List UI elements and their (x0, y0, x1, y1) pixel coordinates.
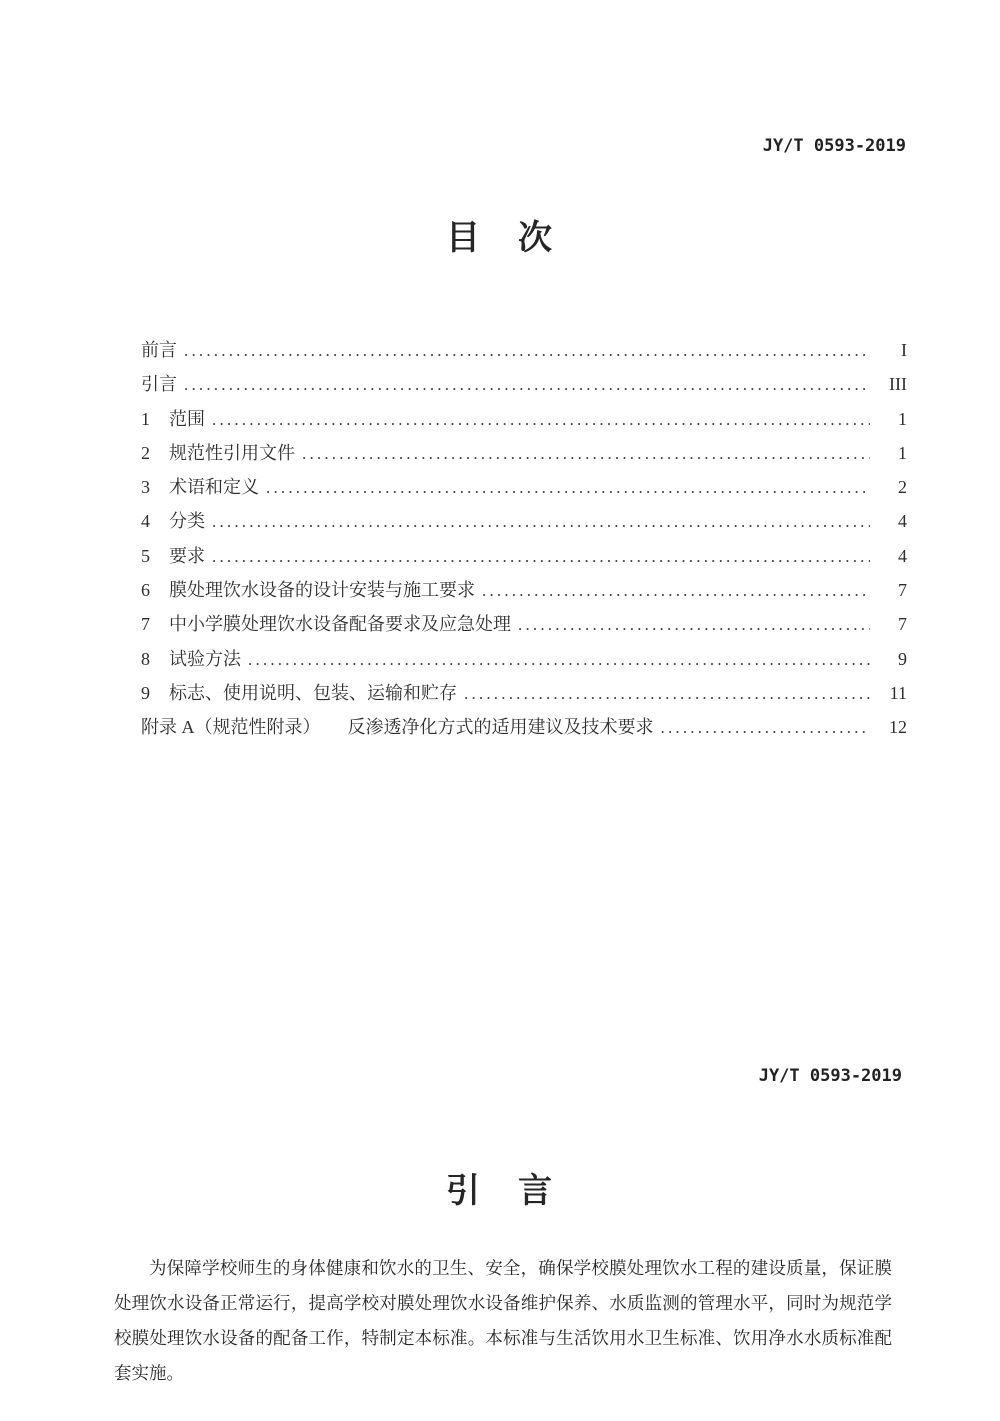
toc-entry-page: 11 (889, 682, 907, 703)
toc-dot-leader (464, 676, 870, 711)
table-of-contents (141, 333, 907, 745)
toc-entry-label: 附录 A（规范性附录） 反渗透净化方式的适用建议及技术要求 (141, 717, 654, 738)
toc-entry-page: 2 (898, 477, 907, 498)
toc-entry-label: 膜处理饮水设备的设计安装与施工要求 (169, 580, 475, 601)
toc-dot-leader (184, 367, 870, 402)
toc-entry (141, 402, 907, 436)
toc-entry (141, 436, 907, 470)
toc-entry-page: I (901, 340, 907, 360)
toc-entry-label: 标志、使用说明、包装、运输和贮存 (169, 682, 457, 703)
toc-dot-leader (212, 402, 870, 437)
toc-entry-label: 分类 (169, 511, 205, 532)
toc-entry-page: 7 (898, 614, 907, 635)
toc-entry-number: 5 (141, 545, 150, 566)
toc-entry-number: 7 (141, 614, 150, 635)
toc-entry-number: 3 (141, 477, 150, 498)
toc-dot-leader (212, 504, 870, 539)
toc-dot-leader (248, 642, 870, 677)
toc-entry-label: 前言 (141, 340, 177, 360)
introduction-title: 引 言 (446, 1172, 554, 1210)
toc-dot-leader (212, 539, 870, 574)
toc-entry-label: 中小学膜处理饮水设备配备要求及应急处理 (169, 614, 511, 635)
toc-entry-number: 4 (141, 511, 150, 532)
toc-entry (141, 504, 907, 538)
toc-entry-number: 1 (141, 408, 150, 429)
toc-dot-leader (661, 710, 871, 745)
toc-entry-number: 6 (141, 580, 150, 601)
toc-entry (141, 333, 907, 367)
toc-entry-number: 8 (141, 648, 150, 669)
toc-dot-leader (266, 470, 870, 505)
toc-entry-page: 9 (898, 648, 907, 669)
toc-entry (141, 470, 907, 504)
toc-dot-leader (482, 573, 870, 608)
toc-entry (141, 367, 907, 401)
toc-entry-page: 1 (898, 408, 907, 429)
toc-entry-page: 7 (898, 580, 907, 601)
toc-entry (141, 642, 907, 676)
toc-entry (141, 676, 907, 710)
toc-dot-leader (518, 607, 870, 642)
toc-dot-leader (184, 333, 870, 368)
toc-entry-appendix (141, 710, 907, 744)
toc-dot-leader (302, 436, 870, 471)
toc-entry-page: III (889, 374, 907, 395)
toc-title: 目 次 (446, 219, 554, 257)
toc-entry-page: 12 (889, 717, 907, 738)
toc-entry-label: 范围 (169, 408, 205, 429)
toc-entry-number: 2 (141, 442, 150, 463)
toc-entry (141, 539, 907, 573)
standard-code-header-page1: JY/T 0593-2019 (762, 136, 906, 156)
toc-entry-page: 1 (898, 442, 907, 463)
standard-code-header-page2: JY/T 0593-2019 (758, 1066, 902, 1086)
toc-entry-number: 9 (141, 682, 150, 703)
introduction-paragraph: 为保障学校师生的身体健康和饮水的卫生、安全，确保学校膜处理饮水工程的建设质量，保证膜处理饮水设备正常运行，提高学校对膜处理饮水设备维护保养、水质监测的管理水平，同时为规范学校膜处理饮水设备的配备工作，特制定本标准。本标准与生活饮用水卫生标准、饮用净水水质标准配套实施。 (114, 1258, 892, 1383)
toc-entry (141, 573, 907, 607)
toc-entry-label: 规范性引用文件 (169, 442, 295, 463)
toc-entry-page: 4 (898, 511, 907, 532)
toc-entry-page: 4 (898, 545, 907, 566)
toc-entry-label: 试验方法 (169, 648, 241, 669)
toc-entry-label: 引言 (141, 374, 177, 395)
toc-entry-label: 术语和定义 (169, 477, 259, 498)
toc-entry-label: 要求 (169, 545, 205, 566)
toc-entry (141, 607, 907, 641)
